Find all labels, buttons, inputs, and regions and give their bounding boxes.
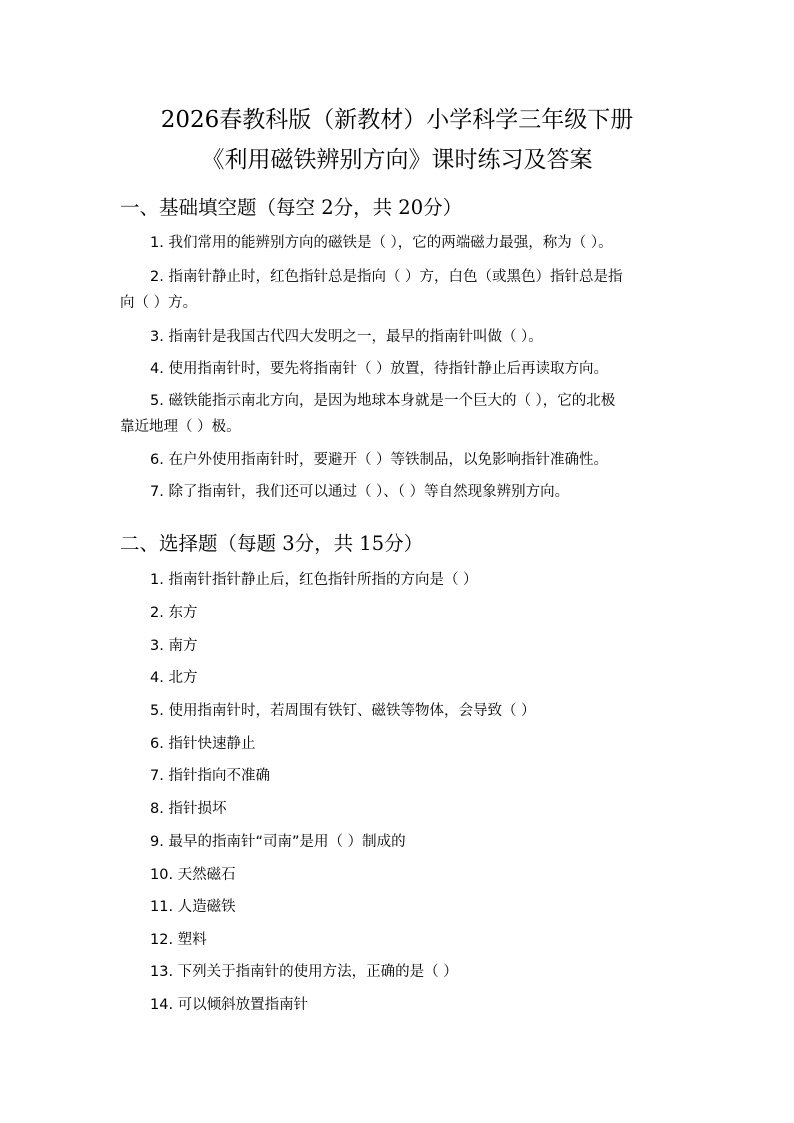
- choice-line: 9. 最早的指南针“司南”是用（ ）制成的: [150, 834, 406, 850]
- choice-line: 3. 南方: [150, 638, 198, 654]
- question-line: 7. 除了指南针，我们还可以通过（ ）、（ ）等自然现象辨别方向。: [150, 484, 570, 500]
- choice-line: 11. 人造磁铁: [150, 899, 236, 915]
- question-line-continuation: 靠近地理（ ）极。: [120, 419, 241, 435]
- choice-line: 4. 北方: [150, 670, 198, 686]
- section-heading-fill-in: 一、基础填空题（每空 2分，共 20分）: [120, 196, 463, 219]
- question-line: 6. 在户外使用指南针时，要避开（ ）等铁制品，以免影响指针准确性。: [150, 452, 609, 468]
- choice-line: 2. 东方: [150, 605, 198, 621]
- question-line: 4. 使用指南针时，要先将指南针（ ）放置，待指针静止后再读取方向。: [150, 361, 609, 377]
- choice-line: 1. 指南针指针静止后，红色指针所指的方向是（ ）: [150, 572, 478, 588]
- question-line-continuation: 向（ ）方。: [120, 295, 198, 311]
- document-title-line-1: 2026春教科版（新教材）小学科学三年级下册: [160, 107, 634, 133]
- choice-line: 8. 指针损坏: [150, 801, 227, 817]
- choice-line: 12. 塑料: [150, 932, 207, 948]
- choice-line: 13. 下列关于指南针的使用方法，正确的是（ ）: [150, 964, 458, 980]
- choice-line: 5. 使用指南针时，若周围有铁钉、磁铁等物体，会导致（ ）: [150, 703, 536, 719]
- choice-line: 6. 指针快速静止: [150, 736, 256, 752]
- choice-line: 10. 天然磁石: [150, 867, 236, 883]
- section-heading-multiple-choice: 二、选择题（每题 3分，共 15分）: [120, 532, 424, 555]
- choice-line: 14. 可以倾斜放置指南针: [150, 997, 309, 1013]
- question-line: 2. 指南针静止时，红色指针总是指向（ ）方，白色（或黑色）指针总是指: [150, 269, 623, 285]
- question-line: 5. 磁铁能指示南北方向，是因为地球本身就是一个巨大的（ ），它的北极: [150, 393, 616, 409]
- choice-line: 7. 指针指向不准确: [150, 768, 270, 784]
- document-title-line-2: 《利用磁铁辨别方向》课时练习及答案: [201, 147, 593, 173]
- question-line: 3. 指南针是我国古代四大发明之一，最早的指南针叫做（ ）。: [150, 329, 543, 345]
- question-line: 1. 我们常用的能辨别方向的磁铁是（ ），它的两端磁力最强，称为（ ）。: [150, 235, 613, 251]
